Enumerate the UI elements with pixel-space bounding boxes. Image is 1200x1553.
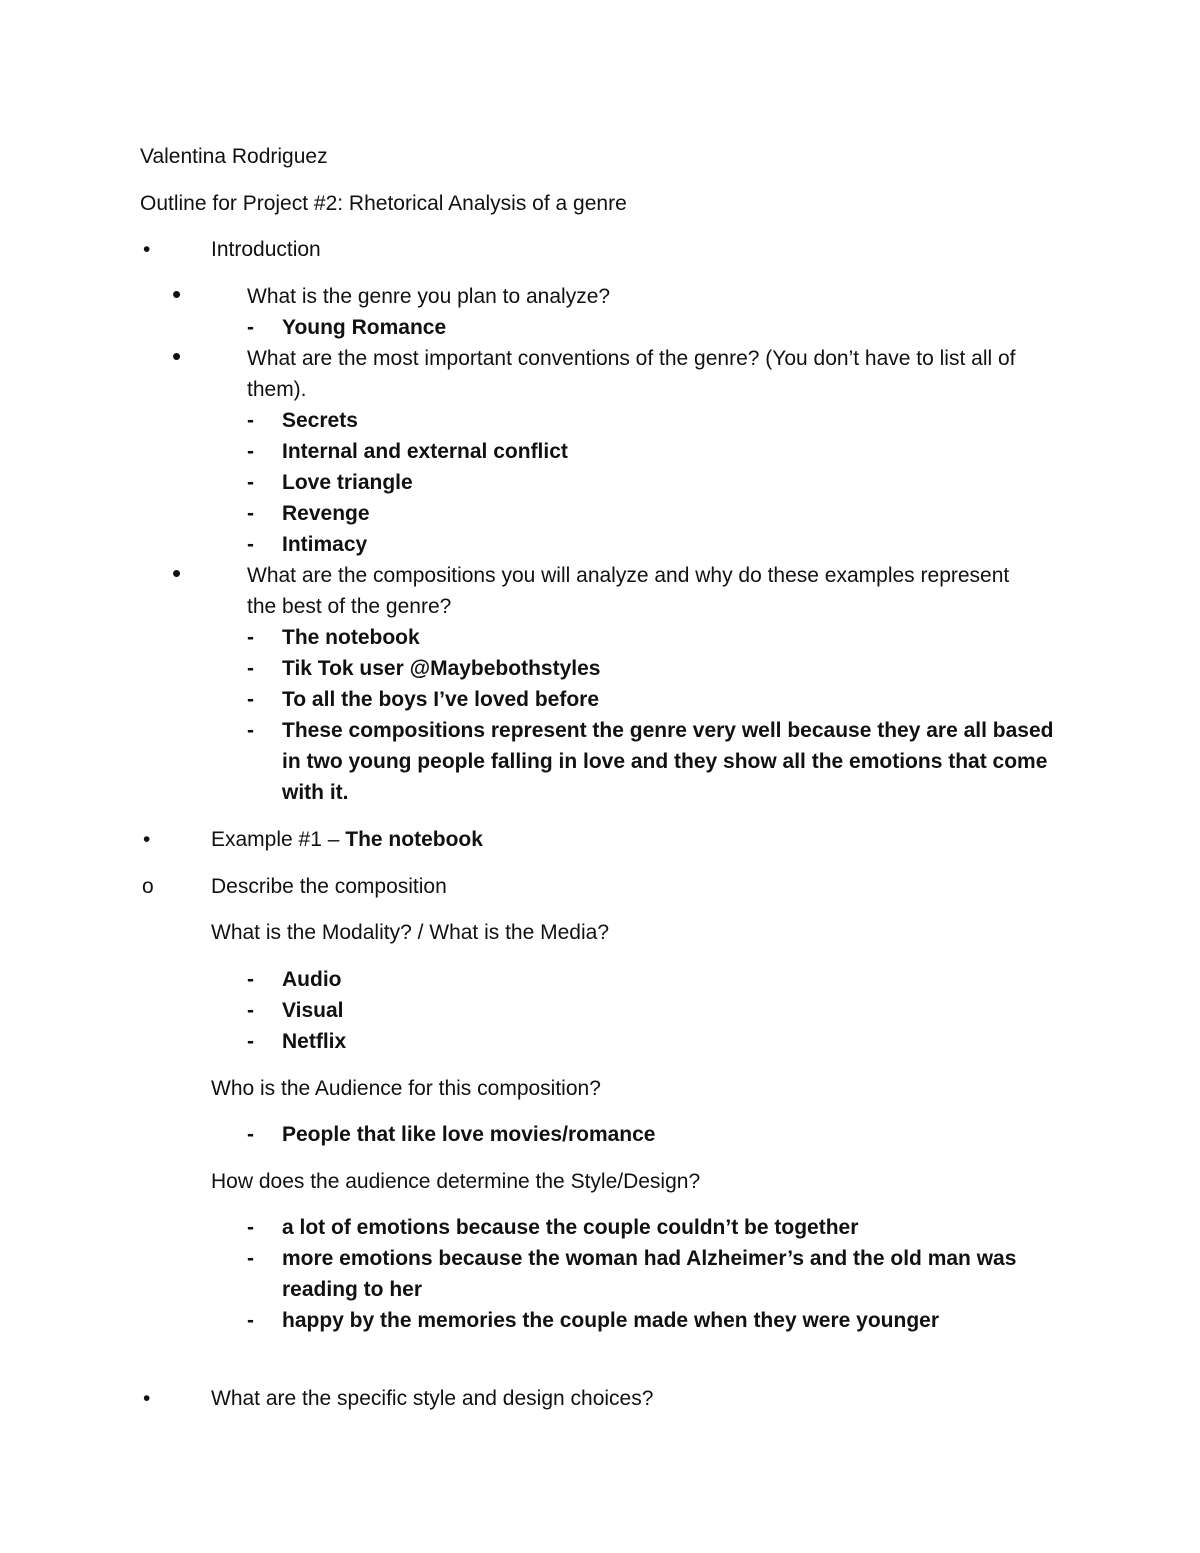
modality-item: Visual xyxy=(282,999,344,1022)
composition-reason-line1: These compositions represent the genre very well because they are all based xyxy=(282,719,1054,742)
dash-marker: - xyxy=(247,1216,254,1239)
dash-marker: - xyxy=(247,502,254,525)
dash-marker: - xyxy=(247,409,254,432)
example1-heading xyxy=(211,824,483,855)
modality-item: Netflix xyxy=(282,1030,347,1053)
style-design-question: What are the specific style and design choices? xyxy=(211,1387,654,1410)
dash-marker: - xyxy=(247,968,254,991)
author-name: Valentina Rodriguez xyxy=(140,145,328,168)
style-item-line2: reading to her xyxy=(282,1278,423,1301)
style-item: a lot of emotions because the couple couldn’t be together xyxy=(282,1216,859,1239)
example1-title: The notebook xyxy=(345,828,483,851)
convention-item: Secrets xyxy=(282,409,358,432)
style-item: happy by the memories the couple made when they were younger xyxy=(282,1309,939,1332)
modality-question: What is the Modality? / What is the Media? xyxy=(211,921,610,944)
bullet-marker: • xyxy=(172,279,182,309)
dash-marker: - xyxy=(247,1123,254,1146)
dash-marker: - xyxy=(247,471,254,494)
dash-marker: - xyxy=(247,999,254,1022)
dash-marker: - xyxy=(247,1309,254,1332)
audience-item: People that like love movies/romance xyxy=(282,1123,656,1146)
document-title: Outline for Project #2: Rhetorical Analysis of a genre xyxy=(140,192,627,215)
dash-marker: - xyxy=(247,533,254,556)
example1-label: Example #1 – xyxy=(211,828,346,851)
dash-marker: - xyxy=(247,1247,254,1270)
dash-marker: - xyxy=(247,657,254,680)
composition-reason-line2: in two young people falling in love and they show all the emotions that come xyxy=(282,750,1048,773)
bullet-marker: • xyxy=(172,341,182,371)
composition-item: The notebook xyxy=(282,626,420,649)
circle-marker: o xyxy=(142,875,154,898)
genre-question: What is the genre you plan to analyze? xyxy=(247,285,611,308)
bullet-marker: • xyxy=(143,238,151,261)
dash-marker: - xyxy=(247,688,254,711)
describe-heading: Describe the composition xyxy=(211,875,447,898)
bullet-marker: • xyxy=(143,828,151,851)
convention-item: Intimacy xyxy=(282,533,368,556)
composition-reason-line3: with it. xyxy=(282,781,349,804)
compositions-question-line2: the best of the genre? xyxy=(247,595,452,618)
convention-item: Internal and external conflict xyxy=(282,440,568,463)
dash-marker: - xyxy=(247,316,254,339)
composition-item: Tik Tok user @Maybebothstyles xyxy=(282,657,601,680)
compositions-question-line1: What are the compositions you will analyze and why do these examples represent xyxy=(247,564,1010,587)
genre-answer: Young Romance xyxy=(282,316,447,339)
conventions-question-line2: them). xyxy=(247,378,307,401)
conventions-question-line1: What are the most important conventions of the genre? (You don’t have to list all of xyxy=(247,347,1016,370)
bullet-marker: • xyxy=(143,1387,151,1410)
dash-marker: - xyxy=(247,440,254,463)
bullet-marker: • xyxy=(172,558,182,588)
dash-marker: - xyxy=(247,1030,254,1053)
audience-question: Who is the Audience for this composition? xyxy=(211,1077,601,1100)
convention-item: Love triangle xyxy=(282,471,413,494)
modality-item: Audio xyxy=(282,968,342,991)
composition-item: To all the boys I’ve loved before xyxy=(282,688,600,711)
style-question: How does the audience determine the Style/Design? xyxy=(211,1170,701,1193)
dash-marker: - xyxy=(247,719,254,742)
introduction-heading: Introduction xyxy=(211,238,321,261)
dash-marker: - xyxy=(247,626,254,649)
style-item-line1: more emotions because the woman had Alzheimer’s and the old man was xyxy=(282,1247,1017,1270)
convention-item: Revenge xyxy=(282,502,370,525)
